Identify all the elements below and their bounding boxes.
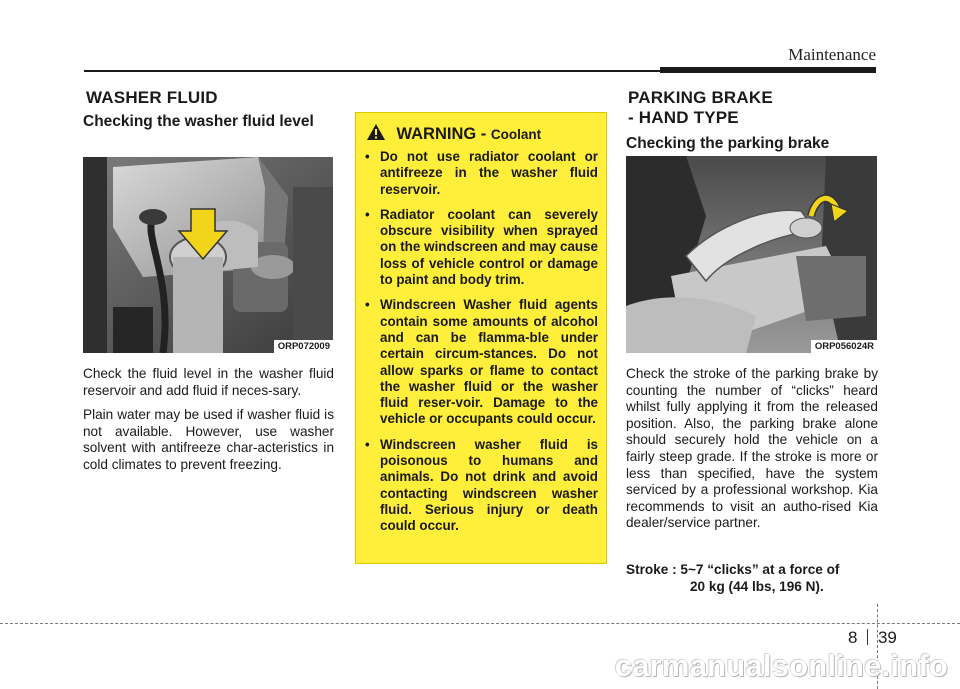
watermark: carmanualsonline.info	[614, 648, 948, 683]
warning-item: • Radiator coolant can severely obscure visibility when sprayed on the windscreen and may cause loss of vehicle control or damage to paint and body trim.	[362, 207, 598, 288]
engine-bay-illustration	[83, 157, 333, 353]
page-divider	[867, 629, 868, 645]
warning-label: WARNING -	[396, 125, 491, 143]
washer-fluid-text	[83, 366, 334, 482]
warning-item: • Do not use radiator coolant or antifreeze in the washer fluid reservoir.	[362, 149, 598, 198]
washer-fluid-title: WASHER FLUID	[86, 88, 218, 107]
warning-list	[362, 149, 598, 544]
page-number: 39	[877, 628, 897, 647]
stroke-spec	[626, 562, 878, 595]
parking-brake-photo	[626, 156, 877, 353]
parking-brake-title-1: PARKING BRAKE	[628, 88, 773, 107]
photo-id-label: ORP056024R	[811, 340, 877, 353]
washer-fluid-paragraph-1: Check the fluid level in the washer fluid reservoir and add fluid if neces-sary.	[83, 366, 334, 398]
washer-fluid-subtitle: Checking the washer fluid level	[83, 113, 314, 130]
photo-id-label: ORP072009	[274, 340, 333, 353]
warning-triangle-icon	[366, 123, 386, 141]
stroke-spec-line-1: Stroke : 5~7 “clicks” at a force of	[626, 562, 840, 577]
hand-brake-illustration	[626, 156, 877, 353]
warning-topic: Coolant	[490, 127, 542, 142]
parking-brake-subtitle: Checking the parking brake	[626, 135, 830, 152]
chapter-number: 8	[848, 628, 858, 647]
parking-brake-title-2: - HAND TYPE	[628, 108, 739, 127]
footer-dashed-rule	[0, 623, 960, 624]
header-section-title: Maintenance	[788, 45, 876, 64]
warning-item: • Windscreen Washer fluid agents contain some amounts of alcohol and can be flamma-ble under certain circum-stances. Do not allow sparks or flame to contact the washer fluid or the washer fluid reser-voir. Damage to the vehicle or occupants could occur.	[362, 297, 598, 427]
washer-reservoir-photo	[83, 157, 333, 353]
parking-brake-paragraph: Check the stroke of the parking brake by counting the number of “clicks” heard whilst fully applying it from the released position. Also, the parking brake alone should securely hold the vehicle on a fairly steep grade. If the stroke is more or less than specified, have the system serviced by a professional workshop. Kia recommends to visit an autho-rised Kia dealer/service partner.	[626, 366, 878, 531]
stroke-spec-line-2: 20 kg (44 lbs, 196 N).	[690, 578, 824, 594]
warning-item: • Windscreen washer fluid is poisonous to humans and animals. Do not drink and avoid contacting windscreen washer fluid. Serious injury or death could occur.	[362, 437, 598, 535]
washer-fluid-paragraph-2: Plain water may be used if washer fluid is not available. However, use washer solvent with antifreeze char-acteristics in cold climates to prevent freezing.	[83, 407, 334, 472]
warning-heading	[366, 123, 541, 144]
footer-page-number	[848, 628, 897, 648]
warning-box	[355, 112, 607, 564]
header-rule-thick	[660, 67, 876, 73]
